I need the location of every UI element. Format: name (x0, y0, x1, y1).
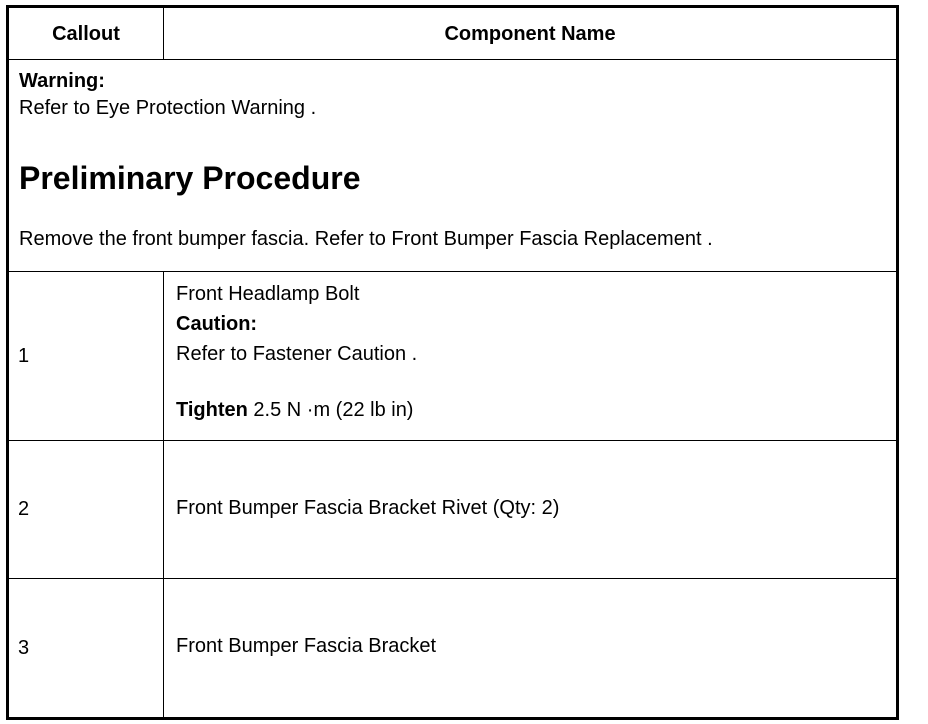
callout-cell: 2 (9, 441, 164, 578)
preliminary-procedure-text: Remove the front bumper fascia. Refer to Front Bumper Fascia Replacement . (19, 228, 713, 250)
component-cell (164, 272, 896, 440)
component-cell (164, 441, 896, 578)
warning-text: Refer to Eye Protection Warning . (19, 97, 317, 119)
callout-cell: 1 (9, 272, 164, 440)
header-callout: Callout (9, 8, 164, 60)
tighten-value: 2.5 N ·m (22 lb in) (253, 399, 414, 421)
preliminary-procedure-title: Preliminary Procedure (19, 160, 361, 196)
component-cell (164, 579, 896, 717)
header-component-name: Component Name (444, 22, 616, 45)
intro-section (9, 60, 896, 272)
table-header-row (9, 8, 896, 60)
component-name: Front Headlamp Bolt (176, 283, 360, 305)
component-table (6, 5, 899, 720)
warning-label: Warning: (19, 70, 105, 92)
tighten-label: Tighten (176, 399, 248, 421)
component-name: Front Bumper Fascia Bracket (176, 635, 437, 657)
caution-text: Refer to Fastener Caution . (176, 343, 418, 365)
tighten-spec (176, 399, 413, 422)
table-row (9, 579, 896, 717)
component-name: Front Bumper Fascia Bracket Rivet (Qty: 2) (176, 497, 560, 519)
table-row (9, 441, 896, 579)
caution-label: Caution: (176, 313, 258, 335)
callout-cell: 3 (9, 579, 164, 717)
table-row (9, 272, 896, 441)
